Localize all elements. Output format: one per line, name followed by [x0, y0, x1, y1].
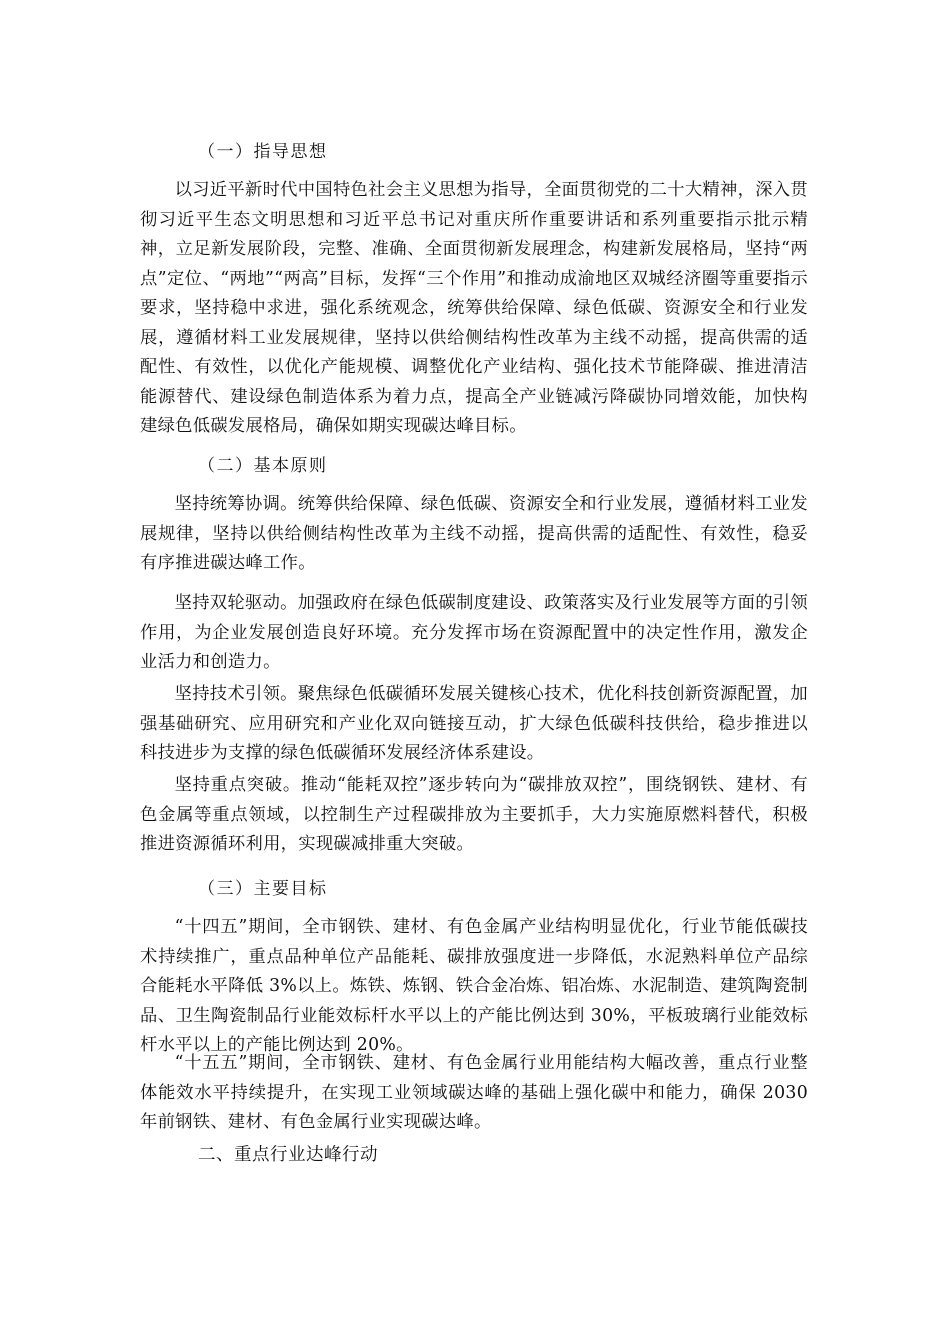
paragraph-guiding-ideology: 以习近平新时代中国特色社会主义思想为指导，全面贯彻党的二十大精神，深入贯彻习近平生态文明思想和习近平总书记对重庆所作重要讲话和系列重要指示批示精神，立足新发展阶段，完整、准确、全面贯彻新发展理念，构建新发展格局，坚持“两点”定位、“两地”“两高”目标，发挥“三个作用”和推动成渝地区双城经济圈等重要指示要求，坚持稳中求进，强化系统观念，统筹供给保障、绿色低碳、资源安全和行业发展，遵循材料工业发展规律，坚持以供给侧结构性改革为主线不动摇，提高供需的适配性、有效性，以优化产能规模、调整优化产业结构、强化技术节能降碳、推进清洁能源替代、建设绿色制造体系为着力点，提高全产业链减污降碳协同增效能，加快构建绿色低碳发展格局，确保如期实现碳达峰目标。	[140, 180, 808, 436]
paragraph-principle-coordination: 坚持统筹协调。统筹供给保障、绿色低碳、资源安全和行业发展，遵循材料工业发展规律，坚持以供给侧结构性改革为主线不动摇，提高供需的适配性、有效性，稳妥有序推进碳达峰工作。	[140, 494, 808, 573]
paragraph-principle-dual-drive: 坚持双轮驱动。加强政府在绿色低碳制度建设、政策落实及行业发展等方面的引领作用，为企业发展创造良好环境。充分发挥市场在资源配置中的决定性作用，激发企业活力和创造力。	[140, 593, 808, 672]
section-heading-guiding-ideology: （一）指导思想	[198, 142, 328, 162]
paragraph-principle-breakthrough: 坚持重点突破。推动“能耗双控”逐步转向为“碳排放双控”，围绕钢铁、建材、有色金属等重点领域，以控制生产过程碳排放为主要抓手，大力实施原燃料替代，积极推进资源循环利用，实现碳减排重大突破。	[140, 775, 808, 854]
paragraph-goal-15th-five-year: “十五五”期间，全市钢铁、建材、有色金属行业用能结构大幅改善，重点行业整体能效水平持续提升，在实现工业领域碳达峰的基础上强化碳中和能力，确保 2030 年前钢铁、建材、有色金属行业实现碳达峰。	[140, 1053, 808, 1132]
paragraph-goal-14th-five-year: “十四五”期间，全市钢铁、建材、有色金属产业结构明显优化，行业节能低碳技术持续推广，重点品种单位产品能耗、碳排放强度进一步降低，水泥熟料单位产品综合能耗水平降低 3%以上。炼铁、炼钢、铁合金冶炼、铝冶炼、水泥制造、建筑陶瓷制品、卫生陶瓷制品行业能效标杆水平以上的产能比例达到 30%，平板玻璃行业能效标杆水平以上的产能比例达到 20%。	[140, 917, 808, 1055]
section-heading-basic-principles: （二）基本原则	[198, 456, 328, 476]
chapter-heading-key-industries: 二、重点行业达峰行动	[198, 1145, 378, 1165]
paragraph-principle-technology: 坚持技术引领。聚焦绿色低碳循环发展关键核心技术，优化科技创新资源配置，加强基础研究、应用研究和产业化双向链接互动，扩大绿色低碳科技供给，稳步推进以科技进步为支撑的绿色低碳循环发展经济体系建设。	[140, 684, 808, 763]
section-heading-main-goals: （三）主要目标	[198, 879, 328, 899]
